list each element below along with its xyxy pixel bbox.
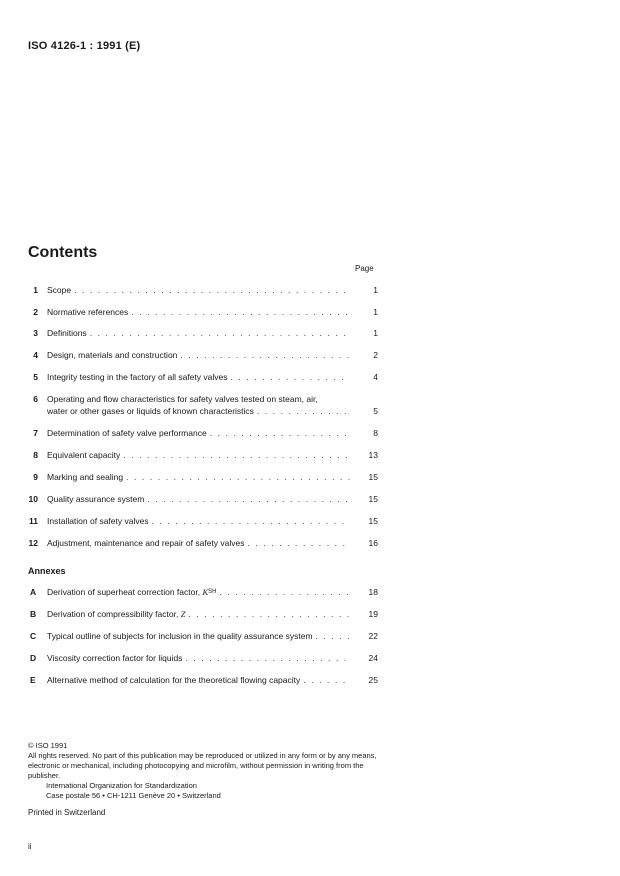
publisher-org: International Organization for Standardization — [46, 781, 197, 790]
subscript-sh: SH — [208, 589, 217, 595]
publisher-address: Case postale 56 • CH-1211 Genève 20 • Switzerland — [46, 791, 221, 800]
document-code: ISO 4126-1 : 1991 (E) — [28, 40, 141, 52]
toc-entry-6[interactable]: 6 Operating and flow characteristics for safety valves tested on steam, air, water or other gases or liquids of known characteristics . . . 5 — [28, 393, 378, 417]
copyright-block — [28, 741, 378, 801]
symbol-k: K — [202, 587, 209, 597]
copyright-notice: All rights reserved. No part of this publication may be reproduced or utilized in any form or by any means, electronic or mechanical, including photocopying and microfilm, without permission in writing from the publisher. — [28, 751, 377, 780]
page-folio: ii — [28, 842, 32, 851]
contents-title: Contents — [28, 244, 98, 261]
printed-in: Printed in Switzerland — [28, 808, 106, 817]
symbol-z: Z — [180, 609, 186, 619]
copyright-line: © ISO 1991 — [28, 741, 68, 750]
page-column-label: Page — [355, 264, 374, 273]
annexes-heading: Annexes — [28, 566, 66, 576]
